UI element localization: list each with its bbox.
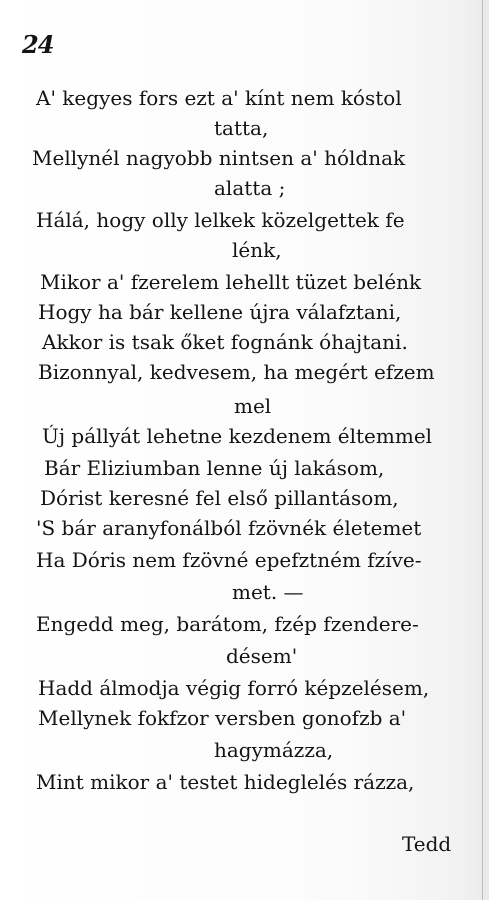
poem-line-6: lénk, [232, 238, 282, 262]
poem-line-8: Hogy ha bár kellene újra válafztani, [38, 300, 402, 324]
poem-line-21: Mellynek fokfzor versben gonofzb a' [38, 706, 407, 730]
page-gutter-edge [482, 0, 483, 900]
poem-line-3: Mellynél nagyobb nintsen a' hóldnak [32, 146, 406, 170]
poem-line-4: alatta ; [214, 176, 286, 200]
poem-line-10: Bizonnyal, kedvesem, ha megért efzem [38, 360, 435, 384]
catchword: Tedd [402, 832, 452, 856]
poem-line-14: Dórist keresné fel első pillantásom, [40, 486, 399, 510]
poem-line-23: Mint mikor a' testet hideglelés rázza, [36, 770, 415, 794]
poem-line-16: Ha Dóris nem fzövné epefztném fzíve- [36, 548, 422, 572]
poem-line-7: Mikor a' fzerelem lehellt tüzet belénk [40, 270, 422, 294]
poem-line-11: mel [234, 394, 272, 418]
poem-line-15: 'S bár aranyfonálból fzövnék életemet [36, 516, 422, 540]
poem-line-5: Hálá, hogy olly lelkek közelgettek fe [36, 208, 405, 232]
poem-line-12: Új pállyát lehetne kezdenem éltemmel [42, 424, 433, 448]
poem-line-20: Hadd álmodja végig forró képzelésem, [38, 676, 430, 700]
poem-line-13: Bár Eliziumban lenne új lakásom, [44, 456, 385, 480]
poem-line-1: A' kegyes fors ezt a' kínt nem kóstol [36, 86, 402, 110]
poem-line-19: désem' [226, 644, 298, 668]
poem-line-2: tatta, [214, 116, 269, 140]
poem-line-22: hagymázza, [214, 738, 334, 762]
poem-line-9: Akkor is tsak őket fognánk óhajtani. [42, 330, 408, 354]
poem-line-18: Engedd meg, barátom, fzép fzendere- [36, 612, 419, 636]
poem-line-17: met. — [232, 580, 304, 604]
page-number: 24 [22, 30, 54, 59]
